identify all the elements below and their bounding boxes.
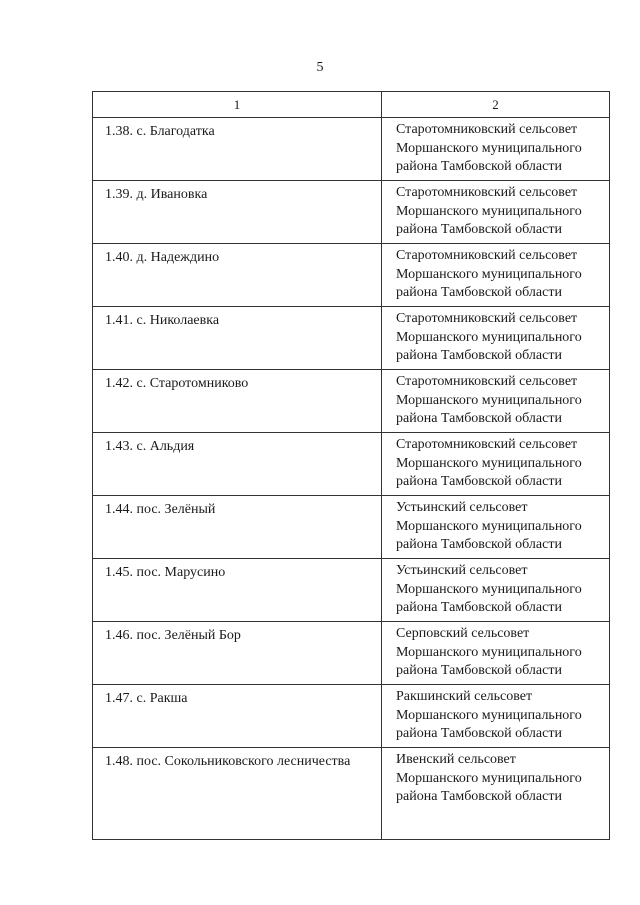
council-text [382, 307, 609, 366]
locality-cell [93, 181, 382, 244]
council-line: района Тамбовской области [396, 663, 562, 678]
council-cell [382, 748, 610, 840]
council-line: района Тамбовской области [396, 348, 562, 363]
council-cell [382, 559, 610, 622]
council-line: Устьинский сельсовет [396, 500, 528, 515]
council-cell [382, 496, 610, 559]
council-line: района Тамбовской области [396, 285, 562, 300]
page-number: 5 [316, 60, 324, 75]
table-row [93, 370, 610, 433]
council-line: Серповский сельсовет [396, 626, 530, 641]
locality-name: 1.48. пос. Сокольниковского лесничества [105, 754, 351, 769]
locality-name: 1.41. с. Николаевка [105, 313, 220, 328]
council-line: Моршанского муниципального [396, 581, 582, 597]
settlements-table [92, 91, 610, 840]
locality-cell [93, 118, 382, 181]
council-line: Старотомниковский сельсовет [396, 437, 578, 452]
locality-cell [93, 559, 382, 622]
column-header-1: 1 [93, 92, 382, 118]
council-text [382, 433, 609, 492]
table-row [93, 433, 610, 496]
council-line: Старотомниковский сельсовет [396, 122, 578, 137]
council-text [382, 244, 609, 303]
council-line: района Тамбовской области [396, 474, 562, 489]
council-cell [382, 433, 610, 496]
table-row [93, 685, 610, 748]
council-line: Ивенский сельсовет [396, 752, 516, 767]
council-line: района Тамбовской области [396, 789, 562, 804]
council-line: Моршанского муниципального [396, 518, 582, 534]
council-text [382, 370, 609, 429]
locality-name: 1.39. д. Ивановка [105, 187, 208, 202]
locality-name: 1.46. пос. Зелёный Бор [105, 628, 241, 643]
council-line: Моршанского муниципального [396, 392, 582, 408]
council-line: Старотомниковский сельсовет [396, 374, 578, 389]
locality-cell [93, 370, 382, 433]
council-cell [382, 685, 610, 748]
locality-name: 1.47. с. Ракша [105, 691, 188, 706]
locality-cell [93, 433, 382, 496]
locality-name: 1.40. д. Надеждино [105, 250, 220, 265]
council-text [382, 118, 609, 177]
council-line: Моршанского муниципального [396, 329, 582, 345]
council-text [382, 685, 609, 744]
council-cell [382, 244, 610, 307]
table-row [93, 244, 610, 307]
table-body [93, 118, 610, 840]
council-cell [382, 181, 610, 244]
council-line: района Тамбовской области [396, 726, 562, 741]
locality-cell [93, 748, 382, 840]
locality-cell [93, 307, 382, 370]
council-line: Моршанского муниципального [396, 707, 582, 723]
council-line: Моршанского муниципального [396, 266, 582, 282]
council-line: района Тамбовской области [396, 600, 562, 615]
council-line: Моршанского муниципального [396, 455, 582, 471]
council-line: Ракшинский сельсовет [396, 689, 533, 704]
council-line: района Тамбовской области [396, 222, 562, 237]
council-text [382, 622, 609, 681]
council-text [382, 496, 609, 555]
council-cell [382, 307, 610, 370]
council-line: Моршанского муниципального [396, 140, 582, 156]
table-row [93, 496, 610, 559]
council-text [382, 748, 609, 807]
council-cell [382, 622, 610, 685]
locality-cell [93, 622, 382, 685]
council-line: Моршанского муниципального [396, 644, 582, 660]
locality-name: 1.38. с. Благодатка [105, 124, 215, 139]
locality-name: 1.45. пос. Марусино [105, 565, 226, 580]
table-row [93, 307, 610, 370]
council-cell [382, 370, 610, 433]
council-line: Старотомниковский сельсовет [396, 311, 578, 326]
locality-name: 1.44. пос. Зелёный [105, 502, 216, 517]
council-line: Старотомниковский сельсовет [396, 248, 578, 263]
column-header-2: 2 [382, 92, 610, 118]
council-line: Моршанского муниципального [396, 770, 582, 786]
table-row [93, 559, 610, 622]
table-row [93, 181, 610, 244]
locality-cell [93, 496, 382, 559]
table-row [93, 622, 610, 685]
council-line: района Тамбовской области [396, 411, 562, 426]
council-text [382, 559, 609, 618]
table-row [93, 118, 610, 181]
council-cell [382, 118, 610, 181]
locality-cell [93, 244, 382, 307]
table-header-row [93, 92, 610, 118]
locality-name: 1.43. с. Альдия [105, 439, 195, 454]
council-line: Устьинский сельсовет [396, 563, 528, 578]
locality-cell [93, 685, 382, 748]
council-line: района Тамбовской области [396, 159, 562, 174]
locality-name: 1.42. с. Старотомниково [105, 376, 249, 391]
table-row [93, 748, 610, 840]
council-text [382, 181, 609, 240]
council-line: Старотомниковский сельсовет [396, 185, 578, 200]
council-line: района Тамбовской области [396, 537, 562, 552]
council-line: Моршанского муниципального [396, 203, 582, 219]
